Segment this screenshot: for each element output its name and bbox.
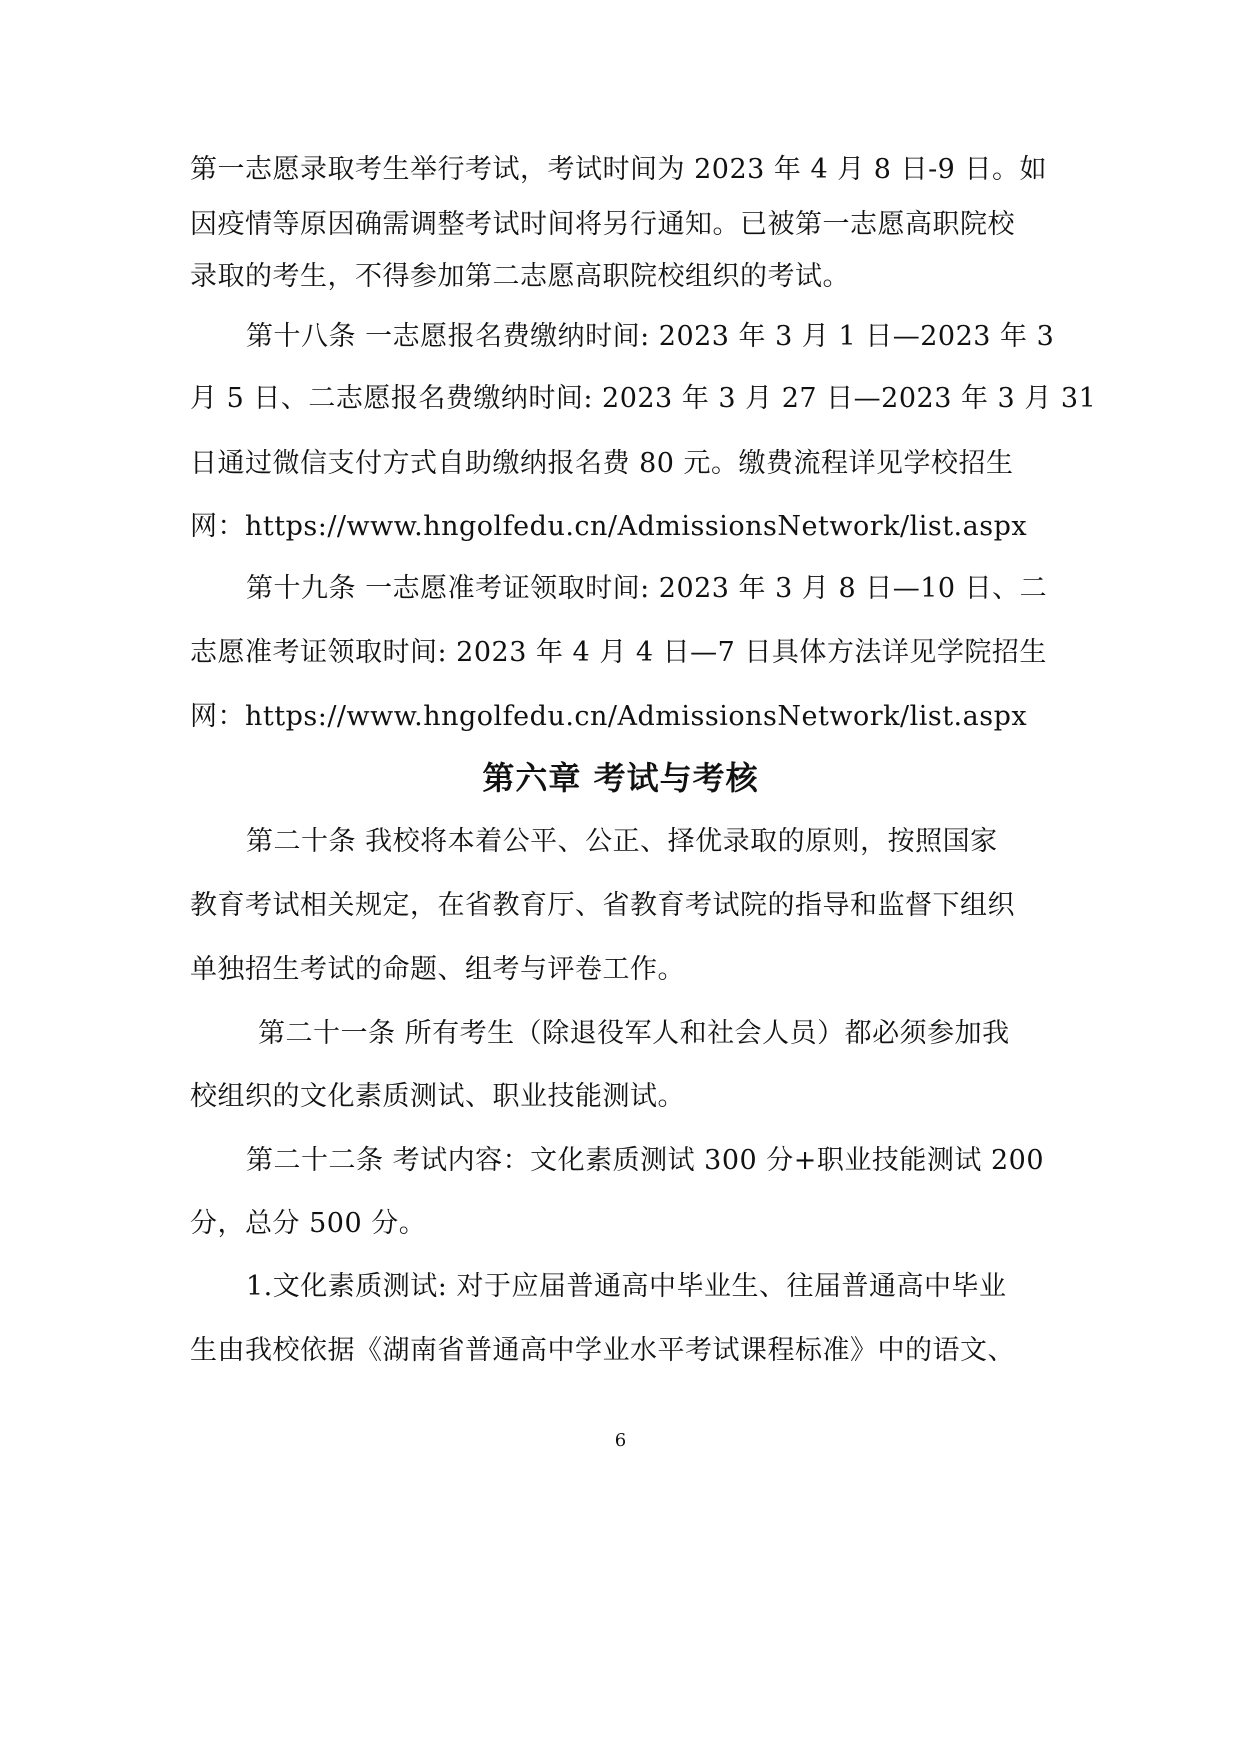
article-21-line: 第二十一条 所有考生（除退役军人和社会人员）都必须参加我	[258, 1018, 1010, 1049]
chapter-title: 第六章 考试与考核	[482, 759, 759, 797]
body-line: 分，总分 500 分。	[190, 1208, 427, 1239]
page-number: 6	[614, 1430, 627, 1451]
url-line: 网：https://www.hngolfedu.cn/AdmissionsNetwork/list.aspx	[190, 511, 1028, 542]
list-item-line: 1.文化素质测试: 对于应届普通高中毕业生、往届普通高中毕业	[246, 1271, 1007, 1302]
body-line: 月 5 日、二志愿报名费缴纳时间: 2023 年 3 月 27 日—2023 年 3 月 31	[190, 383, 1097, 414]
article-18-line: 第十八条 一志愿报名费缴纳时间: 2023 年 3 月 1 日—2023 年 3	[246, 321, 1055, 352]
body-line: 因疫情等原因确需调整考试时间将另行通知。已被第一志愿高职院校	[190, 209, 1015, 240]
body-line: 第一志愿录取考生举行考试，考试时间为 2023 年 4 月 8 日-9 日。如	[190, 154, 1047, 185]
body-line: 校组织的文化素质测试、职业技能测试。	[190, 1081, 685, 1112]
body-line: 单独招生考试的命题、组考与评卷工作。	[190, 954, 685, 985]
url-line: 网：https://www.hngolfedu.cn/AdmissionsNetwork/list.aspx	[190, 701, 1028, 732]
body-line: 教育考试相关规定，在省教育厅、省教育考试院的指导和监督下组织	[190, 890, 1015, 921]
body-line: 日通过微信支付方式自助缴纳报名费 80 元。缴费流程详见学校招生	[190, 448, 1014, 479]
article-22-line: 第二十二条 考试内容：文化素质测试 300 分+职业技能测试 200	[246, 1145, 1045, 1176]
article-20-line: 第二十条 我校将本着公平、公正、择优录取的原则，按照国家	[246, 826, 998, 857]
body-line: 录取的考生，不得参加第二志愿高职院校组织的考试。	[190, 261, 850, 292]
article-19-line: 第十九条 一志愿准考证领取时间: 2023 年 3 月 8 日—10 日、二	[246, 573, 1048, 604]
body-line: 志愿准考证领取时间: 2023 年 4 月 4 日—7 日具体方法详见学院招生	[190, 637, 1047, 668]
body-line: 生由我校依据《湖南省普通高中学业水平考试课程标准》中的语文、	[190, 1335, 1015, 1366]
